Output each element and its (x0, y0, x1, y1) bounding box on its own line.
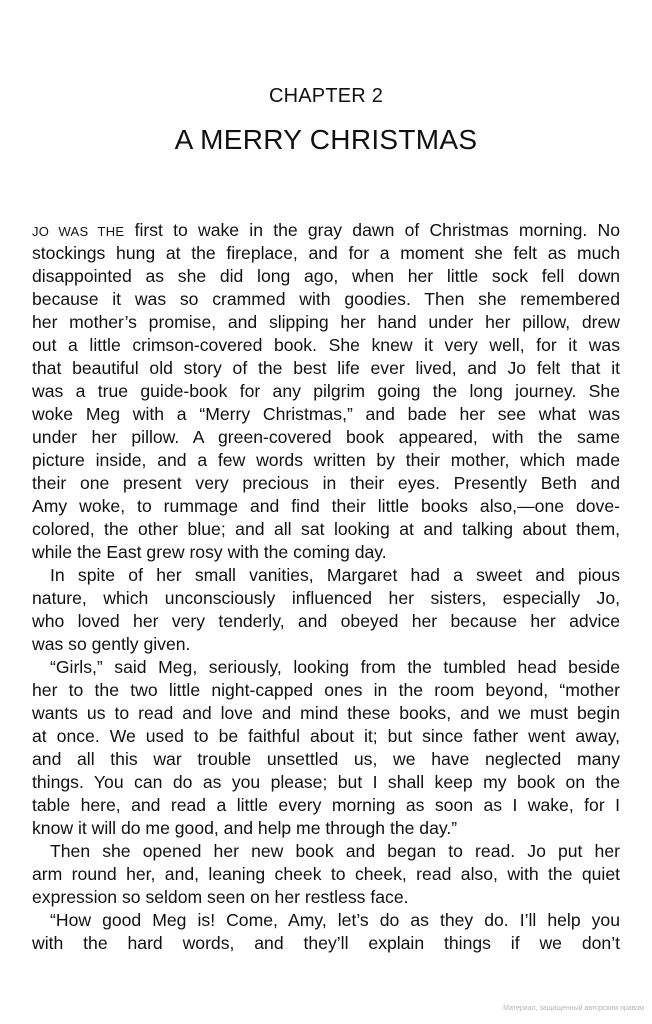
text-line: colored, the other blue; and all sat looking at and talking about them, (32, 519, 620, 539)
chapter-title: A MERRY CHRISTMAS (174, 124, 478, 155)
text-line: out a little crimson-covered book. She knew it very well, for it was (32, 335, 620, 355)
chapter-body (32, 219, 620, 955)
text-line: Then she opened her new book and began to read. Jo put her (50, 841, 620, 861)
text-line: In spite of her small vanities, Margaret had a sweet and pious (50, 565, 620, 585)
text-line: arm round her, and, leaning cheek to cheek, read also, with the quiet (32, 864, 620, 884)
text-line: disappointed as she did long ago, when her little sock fell down (32, 266, 620, 286)
chapter-number: CHAPTER 2 (268, 85, 384, 107)
text-line: that beautiful old story of the best life ever lived, and Jo felt that it (32, 358, 620, 378)
text-line: who loved her very tenderly, and obeyed her because her advice (32, 611, 620, 631)
text-line: their one present very precious in their eyes. Presently Beth and (32, 473, 620, 493)
text-line: know it will do me good, and help me through the day.” (32, 818, 458, 838)
text-line: because it was so crammed with goodies. Then she remembered (32, 289, 620, 309)
text-line: was so gently given. (32, 634, 191, 654)
text-line (32, 219, 620, 242)
text-line: Amy woke, to rummage and find their little books also,—one dove- (32, 496, 620, 516)
text-line: and all this war trouble unsettled us, we have neglected many (32, 749, 620, 769)
text-line: wants us to read and love and mind these books, and we must begin (32, 703, 620, 723)
text-line: while the East grew rosy with the coming day. (32, 542, 387, 562)
copyright-watermark: Материал, защищенный авторским правом (503, 1005, 644, 1012)
text-line: her to the two little night-capped ones in the room beyond, “mother (32, 680, 620, 700)
text-line: things. You can do as you please; but I shall keep my book on the (32, 772, 620, 792)
text-line: woke Meg with a “Merry Christmas,” and bade her see what was (32, 404, 620, 424)
text-line: expression so seldom seen on her restless face. (32, 887, 409, 907)
text-line: nature, which unconsciously influenced her sisters, especially Jo, (32, 588, 620, 608)
text-line-content: first to wake in the gray dawn of Christmas morning. No (124, 220, 620, 240)
text-line: at once. We used to be faithful about it; but since father went away, (32, 726, 620, 746)
text-line: her mother’s promise, and slipping her hand under her pillow, drew (32, 312, 620, 332)
text-line: under her pillow. A green-covered book appeared, with the same (32, 427, 620, 447)
text-line: was a true guide-book for any pilgrim going the long journey. She (32, 381, 620, 401)
text-line: “How good Meg is! Come, Amy, let’s do as they do. I’ll help you (50, 910, 620, 930)
text-line: “Girls,” said Meg, seriously, looking from the tumbled head beside (50, 657, 620, 677)
text-line: stockings hung at the fireplace, and for a moment she felt as much (32, 243, 620, 263)
text-line: picture inside, and a few words written by their mother, which made (32, 450, 620, 470)
text-line: with the hard words, and they’ll explain things if we don’t (32, 933, 620, 953)
opening-smallcaps: JO WAS THE (32, 224, 125, 239)
text-line: table here, and read a little every morning as soon as I wake, for I (32, 795, 620, 815)
